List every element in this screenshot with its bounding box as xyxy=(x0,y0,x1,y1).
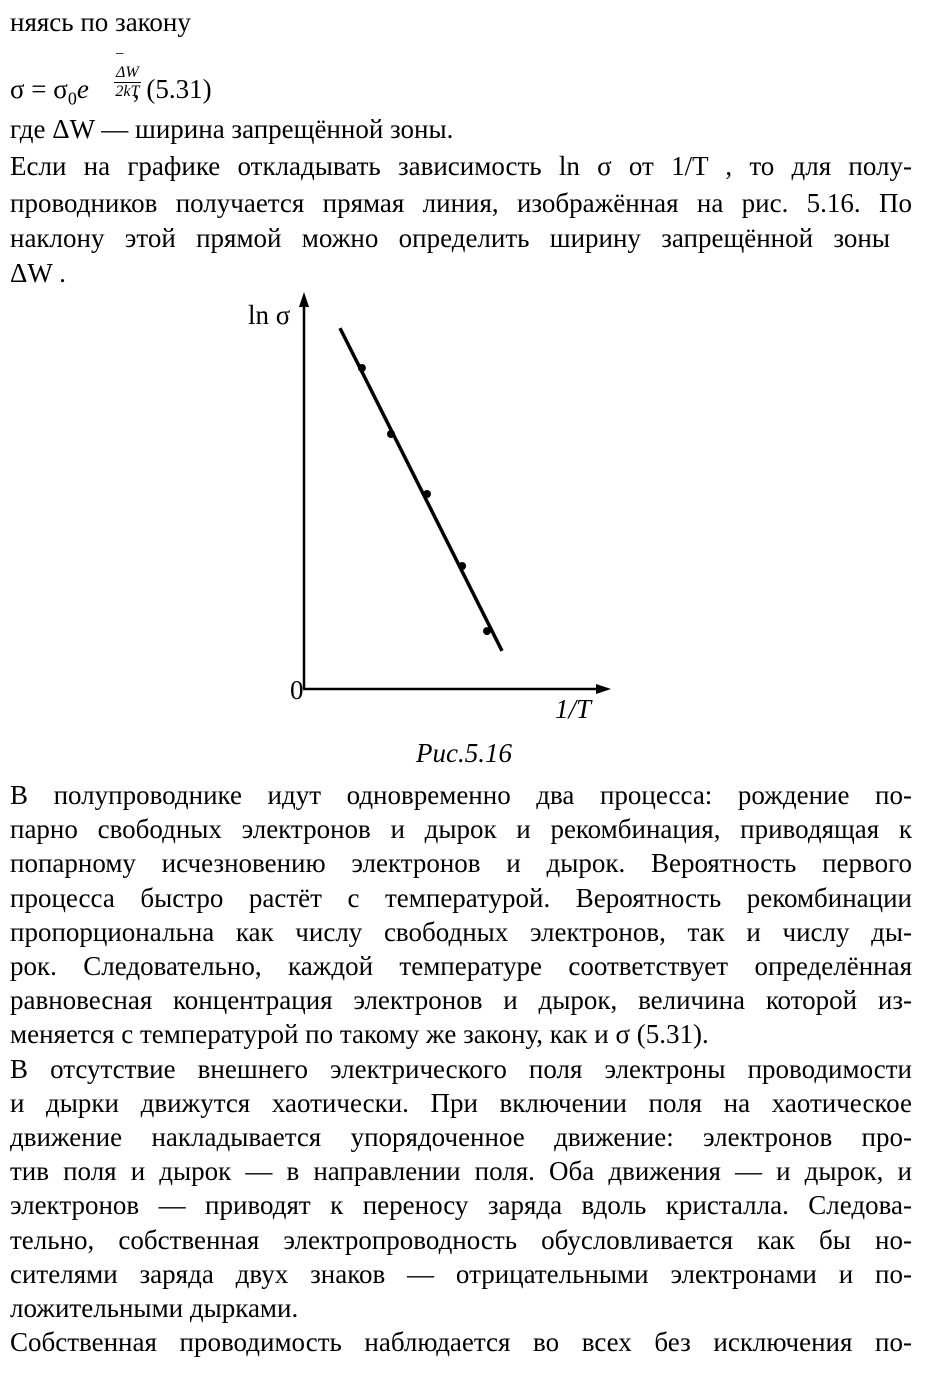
text-line: сителями заряда двух знаков — отрицательными электронами и по- xyxy=(10,1259,912,1289)
text-line: рок. Следовательно, каждой температуре соответствует определённая xyxy=(10,951,912,981)
text-line: Если на графике откладывать зависимость ln σ от 1/T , то для полу- xyxy=(10,151,912,181)
y-axis-label: ln σ xyxy=(248,300,291,330)
text-line: тив поля и дырок — в направлении поля. Оба движения — и дырок, и xyxy=(10,1156,912,1186)
data-point xyxy=(358,364,366,372)
text-line: процесса быстро растёт с температурой. Вероятность рекомбинации xyxy=(10,883,912,913)
text-line: пропорциональна как числу свободных электронов, так и числу ды- xyxy=(10,917,912,947)
text-line: парно свободных электронов и дырок и рекомбинация, приводящая к xyxy=(10,814,912,844)
origin-label: 0 xyxy=(290,675,304,705)
data-point xyxy=(483,627,491,635)
text-line: электронов — приводят к переносу заряда вдоль кристалла. Следова- xyxy=(10,1190,912,1220)
text-line: наклону этой прямой можно определить ширину запрещённой зоны xyxy=(10,223,890,253)
text-line: ΔW . xyxy=(10,258,66,288)
y-axis-arrow-icon xyxy=(299,292,309,307)
exp-numerator: ΔW xyxy=(116,64,139,81)
equation-base: e xyxy=(76,74,89,104)
text-line: Собственная проводимость наблюдается во всех без исключения по- xyxy=(10,1327,912,1357)
text-line: тельно, собственная электропроводность обусловливается как бы но- xyxy=(10,1225,912,1255)
text-line: и дырки движутся хаотически. При включении поля на хаотическое xyxy=(10,1088,912,1118)
x-axis-label: 1/T xyxy=(555,694,592,724)
text-line: ложительными дырками. xyxy=(10,1293,299,1323)
figure-caption: Рис.5.16 xyxy=(416,738,512,768)
text-line: меняется с температурой по такому же закону, как и σ (5.31). xyxy=(10,1019,709,1049)
text-line: равновесная концентрация электронов и дырок, величина которой из- xyxy=(10,985,912,1015)
text-line: няясь по закону xyxy=(10,7,191,37)
text-line: проводников получается прямая линия, изображённая на рис. 5.16. По xyxy=(10,188,912,218)
data-point xyxy=(423,490,431,498)
data-point xyxy=(458,562,466,570)
data-point xyxy=(387,430,395,438)
text-line: где ΔW — ширина запрещённой зоны. xyxy=(10,114,454,144)
text-line: В полупроводнике идут одновременно два процесса: рождение по- xyxy=(10,780,912,810)
fit-line xyxy=(340,328,502,651)
exp-denominator: 2kT xyxy=(115,83,140,100)
exp-sign: − xyxy=(114,46,125,63)
x-axis-arrow-icon xyxy=(596,684,611,694)
equation-lhs: σ = σ xyxy=(10,74,68,104)
equation-number: , (5.31) xyxy=(132,74,212,104)
equation-subscript: 0 xyxy=(67,88,77,109)
text-line: попарному исчезновению электронов и дырок. Вероятность первого xyxy=(10,848,912,878)
text-line: В отсутствие внешнего электрического поля электроны проводимости xyxy=(10,1054,912,1084)
text-line: движение накладывается упорядоченное движение: электронов про- xyxy=(10,1122,912,1152)
